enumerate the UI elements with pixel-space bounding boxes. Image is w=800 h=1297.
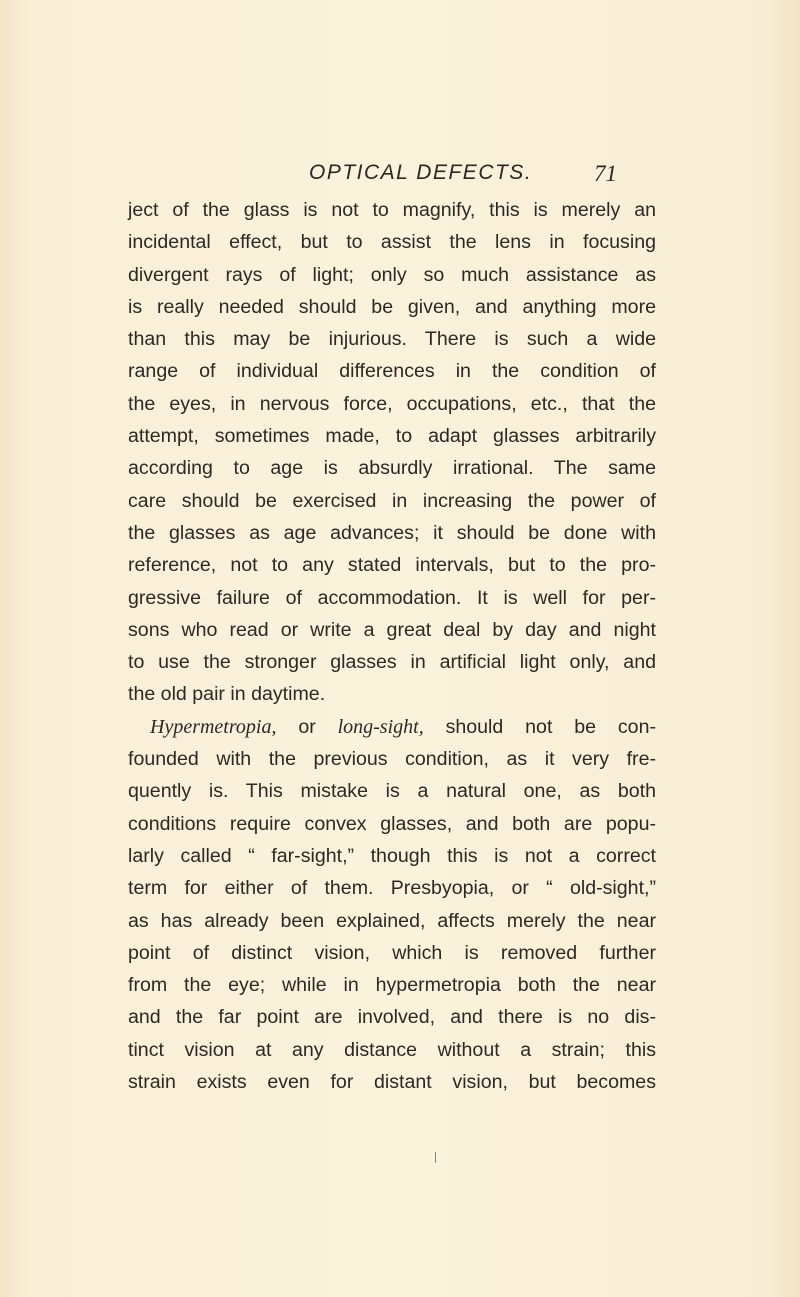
term-hypermetropia: Hypermetropia, xyxy=(150,715,277,738)
paragraph-opening-line xyxy=(128,711,656,743)
running-header xyxy=(0,161,800,191)
page-number: 71 xyxy=(594,161,617,186)
text-line: strain exists even for distant vision, but becomes xyxy=(128,1071,656,1094)
text-line: to use the stronger glasses in artificial light only, and xyxy=(128,651,656,674)
text-line: conditions require convex glasses, and both are popu- xyxy=(128,812,656,835)
text-line: ject of the glass is not to magnify, this is merely an xyxy=(128,199,656,221)
text-line: term for either of them. Presbyopia, or “ old-sight,” xyxy=(128,877,656,900)
text-line: the glasses as age advances; it should be done with xyxy=(128,521,656,544)
text-line: gressive failure of accommodation. It is well for per- xyxy=(128,586,656,609)
text-line: range of individual differences in the condition of xyxy=(128,360,656,383)
text-line: quently is. This mistake is a natural one, as both xyxy=(128,780,656,803)
term-long-sight: long-sight, xyxy=(337,715,424,738)
body-text xyxy=(128,194,656,1098)
text-line: divergent rays of light; only so much assistance as xyxy=(128,263,656,286)
text-line: larly called “ far-sight,” though this is not a correct xyxy=(128,844,656,867)
stray-print-mark xyxy=(435,1152,436,1163)
text-line: point of distinct vision, which is removed further xyxy=(128,941,656,964)
text-line: tinct vision at any distance without a strain; this xyxy=(128,1038,656,1061)
text-line: is really needed should be given, and anything more xyxy=(128,295,656,318)
opening-line-rest: should not be con- xyxy=(423,715,656,738)
text-line: as has already been explained, affects merely the near xyxy=(128,909,656,932)
text-line: reference, not to any stated intervals, but to the pro- xyxy=(128,554,656,577)
text-line: attempt, sometimes made, to adapt glasses arbitrarily xyxy=(128,425,656,448)
text-line: from the eye; while in hypermetropia both the near xyxy=(128,974,656,997)
text-line: and the far point are involved, and there is no dis- xyxy=(128,1006,656,1029)
connector-text: or xyxy=(276,715,338,738)
text-line: according to age is absurdly irrational. The same xyxy=(128,457,656,480)
running-title: OPTICAL DEFECTS. xyxy=(309,161,533,184)
text-line: founded with the previous condition, as it very fre- xyxy=(128,748,656,771)
text-line: sons who read or write a great deal by day and night xyxy=(128,618,656,641)
text-line: the old pair in daytime. xyxy=(128,683,326,706)
text-line: the eyes, in nervous force, occupations, etc., that the xyxy=(128,392,656,415)
text-line: incidental effect, but to assist the lens in focusing xyxy=(128,231,656,254)
text-line: than this may be injurious. There is such a wide xyxy=(128,328,656,351)
text-line: care should be exercised in increasing the power of xyxy=(128,489,656,512)
